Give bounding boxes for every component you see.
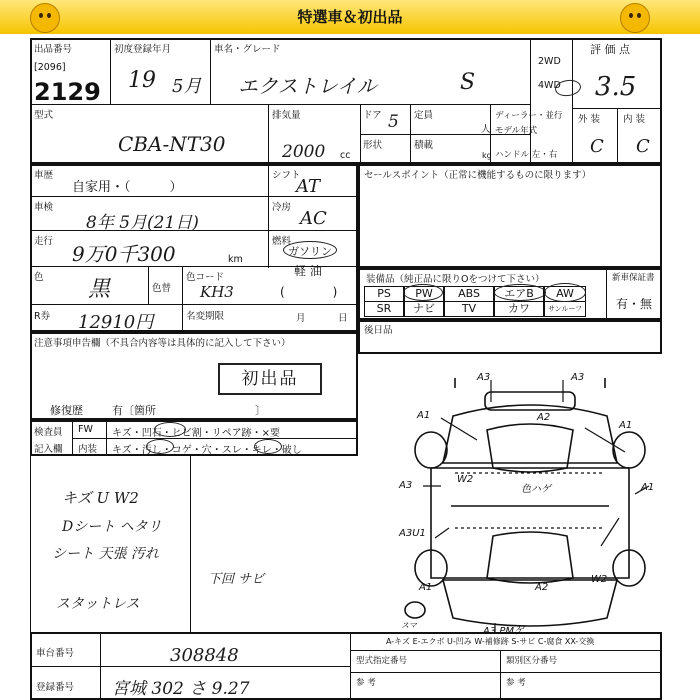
color-code-value: KH3 xyxy=(200,283,234,301)
equipment-item: AW xyxy=(544,286,586,302)
model-value: CBA-NT30 xyxy=(118,132,226,156)
exterior-grade: C xyxy=(590,136,604,157)
car-damage-diagram xyxy=(395,368,675,636)
handle-label: ハンドル 左・右 xyxy=(495,150,558,160)
first-listing-stamp: 初出品 xyxy=(218,363,322,395)
doors-label: ドア xyxy=(363,110,382,121)
frame-label: 車台番号 xyxy=(36,648,75,659)
diagram-mark: A2 xyxy=(537,412,551,423)
car-name: エクストレイル xyxy=(238,74,377,98)
first-reg-label: 初度登録年月 xyxy=(114,44,172,55)
diagram-mark: W2 xyxy=(591,574,608,585)
exterior-label: 外 装 xyxy=(578,114,601,125)
recycle-label: R券 xyxy=(34,311,51,322)
score-value: 3.5 xyxy=(595,72,637,102)
history-label: 車歴 xyxy=(34,170,54,181)
inspection-label: 車検 xyxy=(34,202,54,213)
fuel-diesel: 軽 油 xyxy=(294,264,322,278)
color-label: 色 xyxy=(34,272,44,283)
interior-label: 内 装 xyxy=(623,114,646,125)
equipment-item: TV xyxy=(444,301,494,317)
name-change-day: 日 xyxy=(338,313,348,324)
footer-model-spec-label: 型式指定番号 xyxy=(356,656,408,666)
frame-number: 308848 xyxy=(170,645,239,666)
fw-label: FW xyxy=(78,424,93,435)
displacement-value: 2000 xyxy=(282,142,326,162)
fuel-gas-circle-mark xyxy=(283,241,337,259)
pw-circle-mark xyxy=(403,284,443,301)
drive-2wd: 2WD xyxy=(538,56,561,67)
interior-grade: C xyxy=(636,136,650,157)
diagram-mark: A3 xyxy=(477,372,491,383)
equipment-item: カワ xyxy=(494,301,544,317)
repair-label: 修復歴 xyxy=(50,404,83,417)
inspector-label: 検査員 xyxy=(34,427,63,438)
equipment-item: ナビ xyxy=(404,301,444,317)
airbag-circle-mark xyxy=(494,284,546,301)
listing-sub: [2096] xyxy=(34,62,66,73)
warranty-value: 有・無 xyxy=(616,297,653,311)
name-label: 車名・グレード xyxy=(214,44,281,55)
note-line: Dシート ヘタリ xyxy=(62,519,162,535)
fw-items: キズ・凹石・ヒビ割・リペア跡・×要 xyxy=(112,428,280,439)
recycle-value: 12910円 xyxy=(78,312,154,333)
displacement-label: 排気量 xyxy=(272,110,301,121)
ac-value: AC xyxy=(300,208,327,229)
scuff-circle-mark xyxy=(254,439,282,454)
diagram-mark: W2 xyxy=(457,474,474,485)
equipment-item: PS xyxy=(364,286,404,302)
diagram-mark: A1 xyxy=(641,482,655,493)
equipment-label: 装備品（純正品に限りOをつけて下さい） xyxy=(366,274,545,285)
diagram-mark: A3 xyxy=(571,372,585,383)
first-reg-year: 19 xyxy=(128,68,156,93)
repair-value: 有〔箇所 〕 xyxy=(112,404,266,417)
fuel-gas: ガソリン xyxy=(288,245,332,258)
history-value: 自家用・（ ） xyxy=(72,180,183,195)
listing-no-label: 出品番号 xyxy=(34,44,73,55)
doors-value: 5 xyxy=(388,112,399,132)
after-label: 後日品 xyxy=(364,325,393,336)
diagram-mark: A1 xyxy=(619,420,633,431)
mileage-value: 9万0千300 xyxy=(72,242,176,266)
fuel-paren: ( ) xyxy=(280,285,338,299)
color-code-label: 色コード xyxy=(186,272,225,283)
footer-ref-label: 参 考 xyxy=(356,678,376,688)
equipment-item: サンルーフ xyxy=(544,301,586,317)
mileage-unit: km xyxy=(228,254,243,265)
load-label: 積載 xyxy=(414,140,434,151)
equipment-item: PW xyxy=(404,286,444,302)
sheet-title: 特選車＆初出品 xyxy=(297,8,403,26)
load-unit: kg xyxy=(482,151,492,160)
inspection-value: 8年 5月(21日) xyxy=(86,213,199,233)
drive-4wd: 4WD xyxy=(538,80,561,91)
shift-value: AT xyxy=(296,176,321,197)
shape-label: 形状 xyxy=(363,140,383,151)
grade: S xyxy=(460,70,476,95)
listing-number: 2129 xyxy=(34,78,101,106)
diagram-mark: スマ xyxy=(401,621,417,630)
interior-row-label: 内装 xyxy=(78,444,98,455)
shift-label: シフト xyxy=(272,170,301,181)
first-reg-month: 5月 xyxy=(172,76,202,97)
after-box xyxy=(358,320,662,354)
displacement-unit: cc xyxy=(340,150,351,161)
diagram-mark: A3U1 xyxy=(399,528,426,539)
entry-label: 記入欄 xyxy=(34,444,63,455)
note-line: キズ U W2 xyxy=(62,489,139,507)
dealer-label: ディーラー・並行 xyxy=(495,111,563,121)
plate-value: 宮城 302 さ 9.27 xyxy=(112,679,250,699)
model-year-label: モデル年式 xyxy=(495,126,538,136)
warranty-label: 新車保証書 xyxy=(612,273,655,283)
equipment-item: エアB xyxy=(494,286,544,302)
diagram-mark: A3 xyxy=(399,480,413,491)
capacity-label: 定員 xyxy=(414,110,434,121)
fuel-label: 燃料 xyxy=(272,236,292,247)
diagram-mark: A3 PMゲ xyxy=(483,626,525,636)
stain-circle-mark xyxy=(146,439,174,454)
color-value: 黒 xyxy=(88,277,111,302)
color-change-label: 色替 xyxy=(152,283,172,294)
capacity-unit: 人 xyxy=(481,124,491,135)
name-change-month: 月 xyxy=(296,313,306,324)
diagram-mark: A1 xyxy=(419,582,433,593)
equipment-item: ABS xyxy=(444,286,494,302)
footer-ref2-label: 参 考 xyxy=(506,678,526,688)
equipment-item: SR xyxy=(364,301,404,317)
name-change-label: 名変期限 xyxy=(186,311,225,322)
footer-class-label: 類別区分番号 xyxy=(506,656,558,666)
diagram-mark: A2 xyxy=(535,582,549,593)
diagram-mark: A1 xyxy=(417,410,431,421)
fw-dent-circle-mark xyxy=(154,422,186,437)
under-note: 下回 サビ xyxy=(208,572,265,587)
ac-label: 冷房 xyxy=(272,202,292,213)
diagram-mark: 色ハゲ xyxy=(521,484,551,495)
sales-point-label: セールスポイント（正常に機能するものに限ります） xyxy=(364,170,592,181)
score-label: 評 価 点 xyxy=(590,43,630,56)
note-line: シート 天張 汚れ xyxy=(52,546,159,562)
notice-label: 注意事項申告欄（不具合内容等は具体的に記入して下さい） xyxy=(34,338,291,349)
aw-circle-mark xyxy=(544,283,586,302)
interior-items: キズ・汚し・コゲ・穴・スレ・キレ・破し xyxy=(112,445,302,456)
mileage-label: 走行 xyxy=(34,236,54,247)
model-label: 型式 xyxy=(34,110,54,121)
plate-label: 登録番号 xyxy=(36,682,75,693)
damage-legend: A-キズ E-エクボ U-凹み W-補修跡 S-サビ C-腐食 XX-交換 xyxy=(386,637,595,646)
note-line: スタットレス xyxy=(56,596,140,612)
